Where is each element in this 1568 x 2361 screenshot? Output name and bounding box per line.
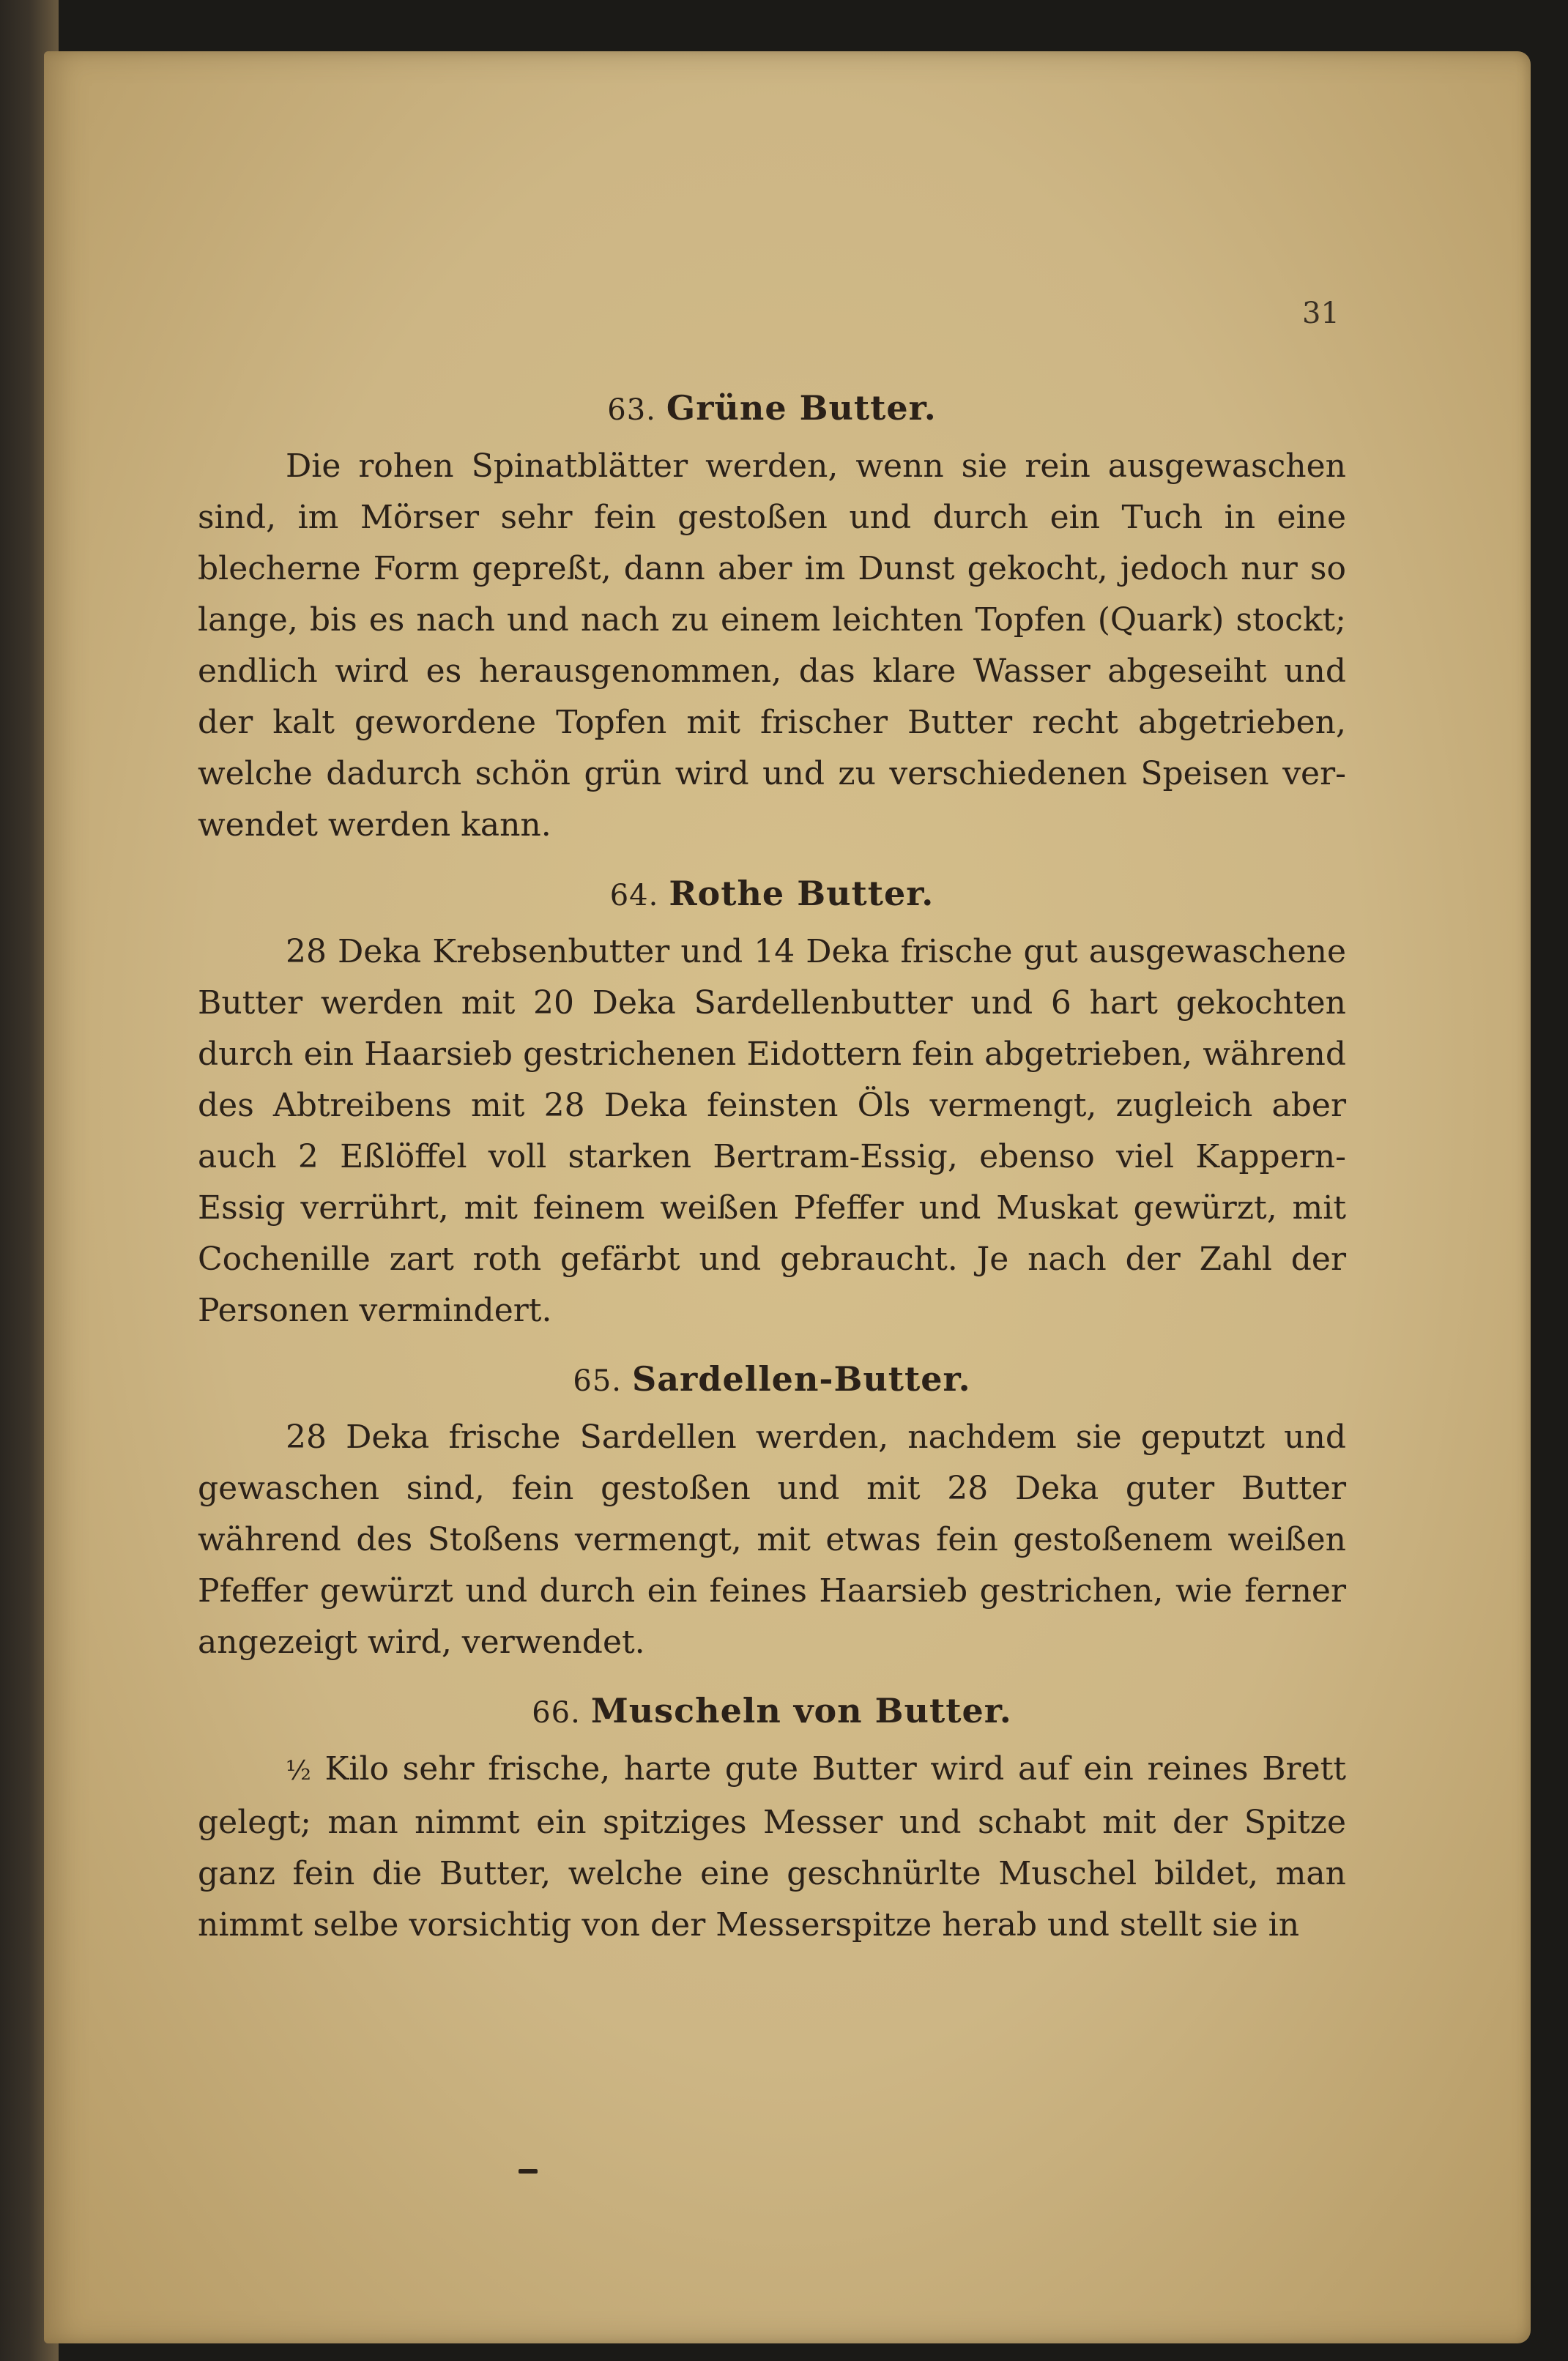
recipe-heading <box>198 870 1346 919</box>
fraction: ½ <box>286 1756 311 1786</box>
recipe-title: Rothe Butter. <box>669 874 935 913</box>
recipe-text <box>198 1744 1346 1951</box>
recipe-number: 65. <box>573 1364 623 1398</box>
recipe-66 <box>198 1687 1346 1951</box>
print-mark <box>519 2169 538 2174</box>
recipe-title: Grüne Butter. <box>666 388 937 428</box>
recipe-number: 64. <box>609 879 659 912</box>
page-content <box>198 384 1346 1970</box>
recipe-number: 63. <box>607 393 656 427</box>
recipe-title: Muscheln von Butter. <box>590 1691 1012 1730</box>
recipe-text: 28 Deka frische Sardellen werden, nachdem sie geputzt und gewaschen sind, fein gestoßen und mit 28 Deka guter Butter während des Stoßens vermengt, mit etwas fein gestoßenem weißen Pfeffer gewürzt und durch ein feines Haarsieb gestrichen, wie ferner angezeigt wird, verwendet. <box>198 1419 1346 1661</box>
recipe-heading <box>198 1356 1346 1405</box>
recipe-title: Sardellen-Butter. <box>632 1359 971 1399</box>
recipe-text-body: Kilo sehr frische, harte gute Butter wird auf ein reines Brett gelegt; man nimmt ein spitziges Messer und schabt mit der Spitze ganz fein die Butter, welche eine geschnürlte Muschel bildet, man nimmt selbe vorsichtig von der Messerspitze herab und stellt sie in <box>198 1750 1346 1944</box>
recipe-65 <box>198 1356 1346 1668</box>
recipe-heading <box>198 1687 1346 1736</box>
recipe-heading <box>198 384 1346 434</box>
recipe-text: Die rohen Spinatblätter werden, wenn sie rein ausgewaschen sind, im Mörser sehr fein gestoßen und durch ein Tuch in eine blecherne Form gepreßt, dann aber im Dunst gekocht, jedoch nur so lange, bis es nach und nach zu einem leichten Topfen (Quark) stockt; endlich wird es herausgenommen, das klare Wasser abgeseiht und der kalt gewordene Topfen mit frischer Butter recht abgetrieben, welche dadurch schön grün wird und zu verschiedenen Speisen ver- wendet werden kann. <box>198 447 1346 844</box>
page-number: 31 <box>1302 297 1340 330</box>
recipe-text: 28 Deka Krebsenbutter und 14 Deka frische gut ausgewaschene Butter werden mit 20 Deka Sardellenbutter und 6 hart gekochten durch ein Haarsieb gestrichenen Eidottern fein abgetrieben, während des Abtreibens mit 28 Deka feinsten Öls vermengt, zugleich aber auch 2 Eßlöffel voll starken Bertram-Essig, ebenso viel Kappern- Essig verrührt, mit feinem weißen Pfeffer und Muskat gewürzt, mit Cochenille zart roth gefärbt und gebraucht. Je nach der Zahl der Personen vermindert. <box>198 933 1346 1329</box>
recipe-64 <box>198 870 1346 1336</box>
recipe-number: 66. <box>532 1696 581 1730</box>
recipe-63 <box>198 384 1346 851</box>
